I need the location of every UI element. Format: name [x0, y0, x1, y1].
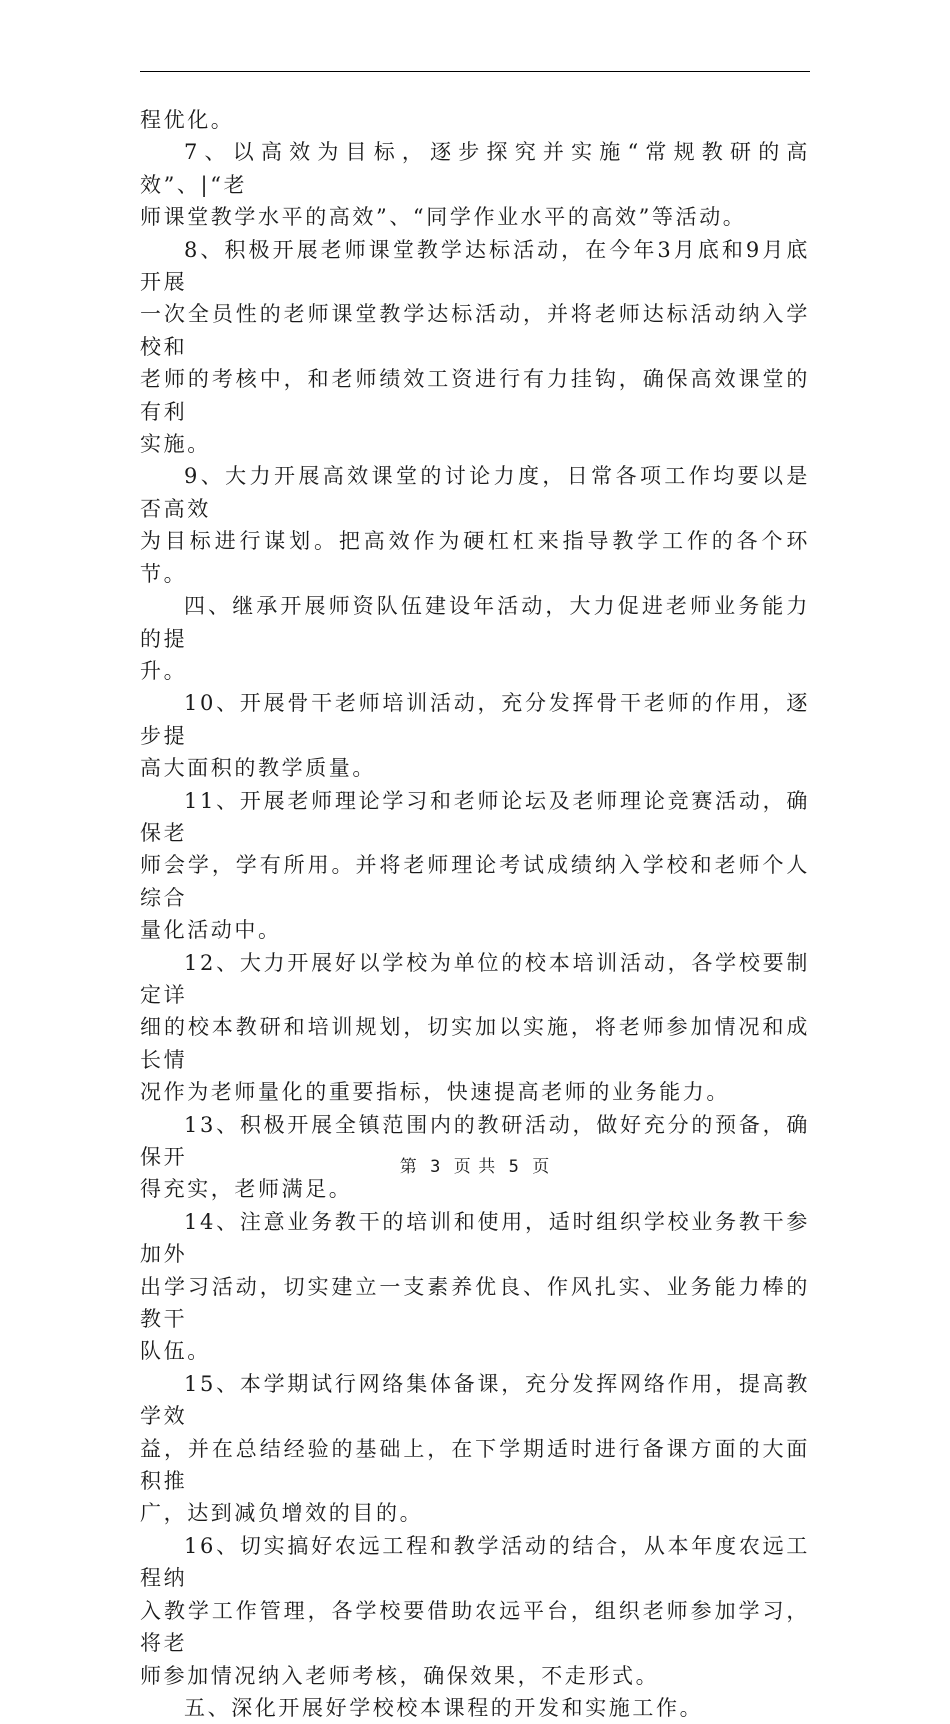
footer-prefix: 第 [399, 1157, 418, 1177]
paragraph-item-11: 11、开展老师理论学习和老师论坛及老师理论竞赛活动，确保老 师会学，学有所用。并将老师理论考试成绩纳入学校和老师个人综合 量化活动中。 [140, 788, 810, 943]
paragraph-item-15: 15、本学期试行网络集体备课，充分发挥网络作用，提高教学效 益，并在总结经验的基础上，在下学期适时进行备课方面的大面积推 广，达到减负增效的目的。 [140, 1371, 810, 1526]
paragraph-item-9: 9、大力开展高效课堂的讨论力度，日常各项工作均要以是否高效 为目标进行谋划。把高效作为硬杠杠来指导教学工作的各个环节。 [140, 464, 810, 586]
document-body [140, 104, 810, 1724]
section-heading-5: 五、深化开展好学校校本课程的开发和实施工作。 [184, 1695, 704, 1720]
paragraph-item-8: 8、积极开展老师课堂教学达标活动，在今年3月底和9月底开展 一次全员性的老师课堂教学达标活动，并将老师达标活动纳入学校和 老师的考核中，和老师绩效工资进行有力挂钩，确保高效课堂的有利 实施。 [140, 237, 810, 457]
page-footer [0, 1152, 950, 1177]
footer-middle: 页 共 [453, 1157, 497, 1177]
paragraph-item-10: 10、开展骨干老师培训活动，充分发挥骨干老师的作用，逐步提 高大面积的教学质量。 [140, 691, 810, 781]
paragraph-item-14: 14、注意业务教干的培训和使用，适时组织学校业务教干参加外 出学习活动，切实建立一支素养优良、作风扎实、业务能力棒的教干 队伍。 [140, 1209, 810, 1364]
current-page-number: 3 [430, 1157, 442, 1177]
paragraph-item-12: 12、大力开展好以学校为单位的校本培训活动，各学校要制定详 细的校本教研和培训规划，切实加以实施，将老师参加情况和成长情 况作为老师量化的重要指标，快速提高老师的业务能力。 [140, 950, 810, 1105]
section-heading-4: 四、继承开展师资队伍建设年活动，大力促进老师业务能力的提 升。 [140, 594, 810, 683]
paragraph-item-7: 7、以高效为目标，逐步探究并实施“常规教研的高效”、|“老 师课堂教学水平的高效”、“同学作业水平的高效”等活动。 [140, 140, 810, 230]
paragraph-continuation: 程优化。 [140, 108, 235, 132]
total-page-count: 5 [508, 1157, 520, 1177]
header-rule [140, 71, 810, 72]
paragraph-item-16: 16、切实搞好农远工程和教学活动的结合，从本年度农远工程纳 入教学工作管理，各学校要借助农远平台，组织老师参加学习，将老 师参加情况纳入老师考核，确保效果，不走形式。 [140, 1533, 810, 1688]
paragraph-item-13: 13、积极开展全镇范围内的教研活动，做好充分的预备，确保开 得充实，老师满足。 [140, 1112, 810, 1202]
footer-suffix: 页 [532, 1157, 551, 1177]
